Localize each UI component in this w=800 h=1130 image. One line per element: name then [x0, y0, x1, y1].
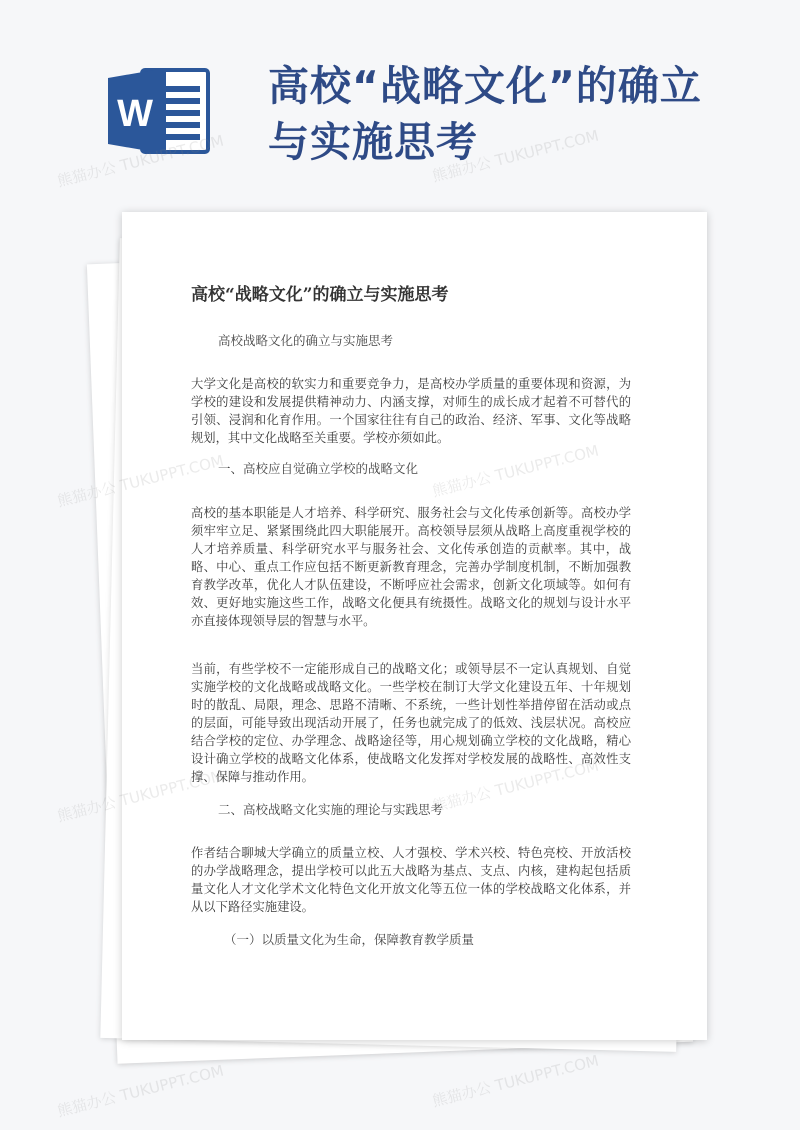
document-subtitle: 高校战略文化的确立与实施思考 — [218, 333, 394, 348]
document-title: 高校“战略文化”的确立与实施思考 — [191, 285, 449, 305]
word-icon-letter: W — [117, 93, 153, 135]
watermark: 熊猫办公 TUKUPPT.COM — [430, 1051, 601, 1111]
watermark: 熊猫办公 — [55, 793, 119, 826]
section-heading: 二、高校战略文化实施的理论与实践思考 — [218, 802, 444, 817]
watermark: 熊猫办公 TUKUPPT.COM — [55, 1061, 226, 1121]
paragraph: 大学文化是高校的软实力和重要竞争力，是高校办学质量的重要体现和资源，为学校的建设和发展提供精神动力、内涵支撑，对师生的成长成才起着不可替代的引领、浸润和化育作用。一个国家往往有自己的政治、经济、军事、文化等战略规划，其中文化战略至关重要。学校亦须如此。 — [191, 377, 631, 445]
paragraph: 当前，有些学校不一定能形成自己的战略文化；或领导层不一定认真规划、自觉实施学校的文化战略或战略文化。一些学校在制订大学文化建设五年、十年规划时的散乱、局限，理念、思路不清晰、不系统，一些计划性举措停留在活动或点的层面，可能导致出现活动开展了，任务也就完成了的低效、浅层状况。高校应结合学校的定位、办学理念、战略途径等，用心规划确立学校的文化战略，精心设计确立学校的战略文化体系，使战略文化发挥对学校发展的战略性、高效性支撑、保障与推动作用。 — [191, 662, 631, 784]
watermark: 熊猫办公 TUKUPPT.COM — [430, 126, 601, 186]
section-heading: 一、高校应自觉确立学校的战略文化 — [218, 461, 419, 476]
subsection-heading: （一）以质量文化为生命，保障教育教学质量 — [224, 932, 475, 947]
document-page — [122, 212, 707, 1040]
paragraph: 作者结合聊城大学确立的质量立校、人才强校、学术兴校、特色亮校、开放活校的办学战略理念，提出学校可以此五大战略为基点、支点、内核，建构起包括质量文化人才文化学术文化特色文化开放文化等五位一体的学校战略文化体系，并从以下路径实施建设。 — [191, 846, 631, 914]
banner-title: 高校“战略文化”的确立与实施思考 — [268, 62, 702, 166]
watermark: 熊猫办公 — [55, 478, 119, 511]
paragraph: 高校的基本职能是人才培养、科学研究、服务社会与文化传承创新等。高校办学须牢牢立足、紧紧围绕此四大职能展开。高校领导层须从战略上高度重视学校的人才培养质量、科学研究水平与服务社会、文化传承创造的贡献率。其中，战略、中心、重点工作应包括不断更新教育理念，完善办学制度机制，不断加强教育教学改革，优化人才队伍建设，不断呼应社会需求，创新文化项域等。如何有效、更好地实施这些工作，战略文化便具有统摄性。战略文化的规划与设计水平亦直接体现领导层的智慧与水平。 — [191, 506, 631, 628]
watermark: 熊猫办公 TUKUPPT.COM — [55, 131, 226, 191]
word-icon — [108, 66, 212, 156]
